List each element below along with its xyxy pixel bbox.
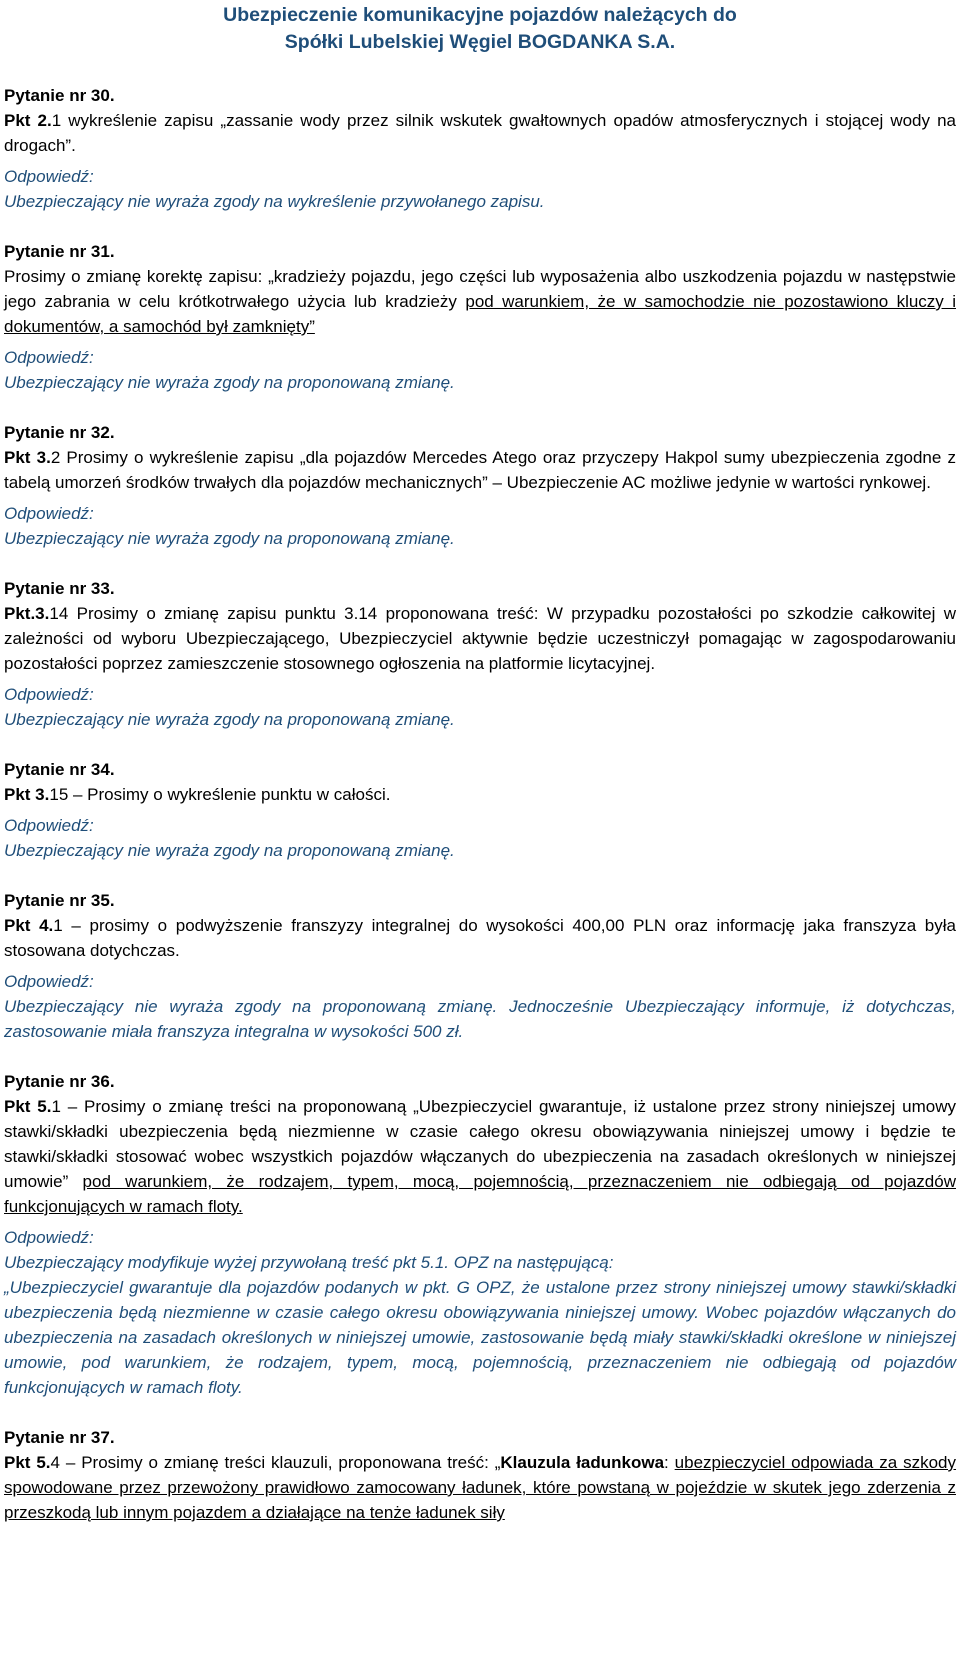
clause-name: Klauzula ładunkowa [500, 1453, 665, 1472]
point-ref: Pkt 4. [4, 916, 54, 935]
question-body: 14 Prosimy o zmianę zapisu punktu 3.14 proponowana treść: W przypadku pozostałości po szkodzie całkowitej w zależności od wyboru Ubezpieczającego, Ubezpieczyciel aktywnie będzie uczestniczył pomagając w zagospodarowaniu pozostałości poprzez zamieszczenie stosownego ogłoszenia na platformie licytacyjnej. [4, 604, 956, 673]
document-header [0, 2, 960, 56]
answer-label: Odpowiedź: [4, 348, 94, 367]
answer-label: Odpowiedź: [4, 816, 94, 835]
question-text [4, 782, 956, 807]
answer-text: „Ubezpieczyciel gwarantuje dla pojazdów podanych w pkt. G OPZ, że ustalone przez strony niniejszej umowy stawki/składki ubezpieczenia będą niezmienne w czasie całego okresu obowiązywania niniejszej umowy. Wobec pojazdów włączanych do ubezpieczenia na zasadach określonych w niniejszej umowie, zastosowanie będą miały stawki/składki określone w niniejszej umowie, pod warunkiem, że rodzajem, typem, mocą, pojemnością, przeznaczeniem nie odbiegają od pojazdów funkcjonujących w ramach floty. [4, 1278, 956, 1397]
question-title: Pytanie nr 35. [4, 891, 115, 910]
question-text [4, 1450, 956, 1525]
question-33 [4, 576, 956, 732]
point-ref: Pkt 5. [4, 1453, 51, 1472]
answer-text: Ubezpieczający nie wyraża zgody na proponowaną zmianę. [4, 710, 455, 729]
question-37 [4, 1425, 956, 1525]
question-title: Pytanie nr 30. [4, 86, 115, 105]
question-body-underlined: pod warunkiem, że w samochodzie nie pozostawiono kluczy i dokumentów, a samochód był zamknięty” [4, 292, 956, 336]
answer-label: Odpowiedź: [4, 1228, 94, 1247]
question-34 [4, 757, 956, 863]
question-title: Pytanie nr 33. [4, 579, 115, 598]
answer-label: Odpowiedź: [4, 167, 94, 186]
question-32 [4, 420, 956, 551]
question-title: Pytanie nr 36. [4, 1072, 115, 1091]
answer-text: Ubezpieczający nie wyraża zgody na proponowaną zmianę. [4, 529, 455, 548]
question-30 [4, 83, 956, 214]
question-title: Pytanie nr 31. [4, 242, 115, 261]
question-title: Pytanie nr 34. [4, 760, 115, 779]
answer-text: Ubezpieczający nie wyraża zgody na proponowaną zmianę. [4, 373, 455, 392]
question-body-underlined: pod warunkiem, że rodzajem, typem, mocą, pojemnością, przeznaczeniem nie odbiegają od pojazdów funkcjonujących w ramach floty. [4, 1172, 956, 1216]
question-title: Pytanie nr 37. [4, 1428, 115, 1447]
answer-text: Ubezpieczający nie wyraża zgody na proponowaną zmianę. Jednocześnie Ubezpieczający informuje, iż dotychczas, zastosowanie miała franszyza integralna w wysokości 500 zł. [4, 997, 956, 1041]
question-35 [4, 888, 956, 1044]
question-36 [4, 1069, 956, 1400]
document-body [4, 83, 956, 1525]
question-body: 1 – Prosimy o zmianę treści na proponowaną „Ubezpieczyciel gwarantuje, iż ustalone przez strony niniejszej umowy stawki/składki ubezpieczenia będą niezmienne w czasie całego okresu obowiązywania niniejszej umowy i będzie te stawki/składki stosować wobec wszystkich pojazdów włączanych do ubezpieczenia na zasadach określonych w niniejszej umowie” [4, 1097, 956, 1191]
answer-label: Odpowiedź: [4, 504, 94, 523]
header-line-2: Spółki Lubelskiej Węgiel BOGDANKA S.A. [284, 31, 676, 53]
point-ref: Pkt.3. [4, 604, 50, 623]
question-body-colon: : [664, 1453, 675, 1472]
question-text [4, 108, 956, 158]
answer-label: Odpowiedź: [4, 972, 94, 991]
question-body: 1 wykreślenie zapisu „zassanie wody przez silnik wskutek gwałtownych opadów atmosferycznych i stojącej wody na drogach”. [4, 111, 957, 155]
point-ref: Pkt 3. [4, 448, 51, 467]
question-text [4, 1094, 956, 1219]
answer-text: Ubezpieczający nie wyraża zgody na proponowaną zmianę. [4, 841, 455, 860]
question-body: 15 – Prosimy o wykreślenie punktu w całości. [49, 785, 391, 804]
question-body-underlined: ubezpieczyciel odpowiada za szkody spowodowane przez przewożony prawidłowo zamocowany ładunek, które powstaną w pojeździe w skutek jego zderzenia z przeszkodą lub innym pojazdem a działające na tenże ładunek siły [4, 1453, 957, 1522]
question-body: Prosimy o zmianę korektę zapisu: „kradzieży pojazdu, jego części lub wyposażenia albo uszkodzenia pojazdu w następstwie jego zabrania w celu krótkotrwałego użycia lub kradzieży [4, 267, 956, 311]
point-ref: Pkt 3. [4, 785, 50, 804]
question-body: 1 – prosimy o podwyższenie franszyzy integralnej do wysokości 400,00 PLN oraz informację jaka franszyza była stosowana dotychczas. [4, 916, 956, 960]
question-text [4, 913, 956, 963]
question-body: 4 – Prosimy o zmianę treści klauzuli, proponowana treść: „ [50, 1453, 501, 1472]
question-31 [4, 239, 956, 395]
question-text [4, 445, 956, 495]
question-text [4, 601, 956, 676]
question-body: 2 Prosimy o wykreślenie zapisu „dla pojazdów Mercedes Atego oraz przyczepy Hakpol sumy ubezpieczenia zgodne z tabelą umorzeń środków trwałych dla pojazdów mechanicznych” – Ubezpieczenie AC możliwe jedynie w wartości rynkowej. [4, 448, 957, 492]
question-title: Pytanie nr 32. [4, 423, 115, 442]
answer-intro: Ubezpieczający modyfikuje wyżej przywołaną treść pkt 5.1. OPZ na następującą: [4, 1253, 614, 1272]
point-ref: Pkt 5. [4, 1097, 52, 1116]
point-ref: Pkt 2. [4, 111, 52, 130]
answer-text: Ubezpieczający nie wyraża zgody na wykreślenie przywołanego zapisu. [4, 192, 545, 211]
question-text [4, 264, 956, 339]
answer-label: Odpowiedź: [4, 685, 94, 704]
header-line-1: Ubezpieczenie komunikacyjne pojazdów należących do [223, 4, 737, 26]
